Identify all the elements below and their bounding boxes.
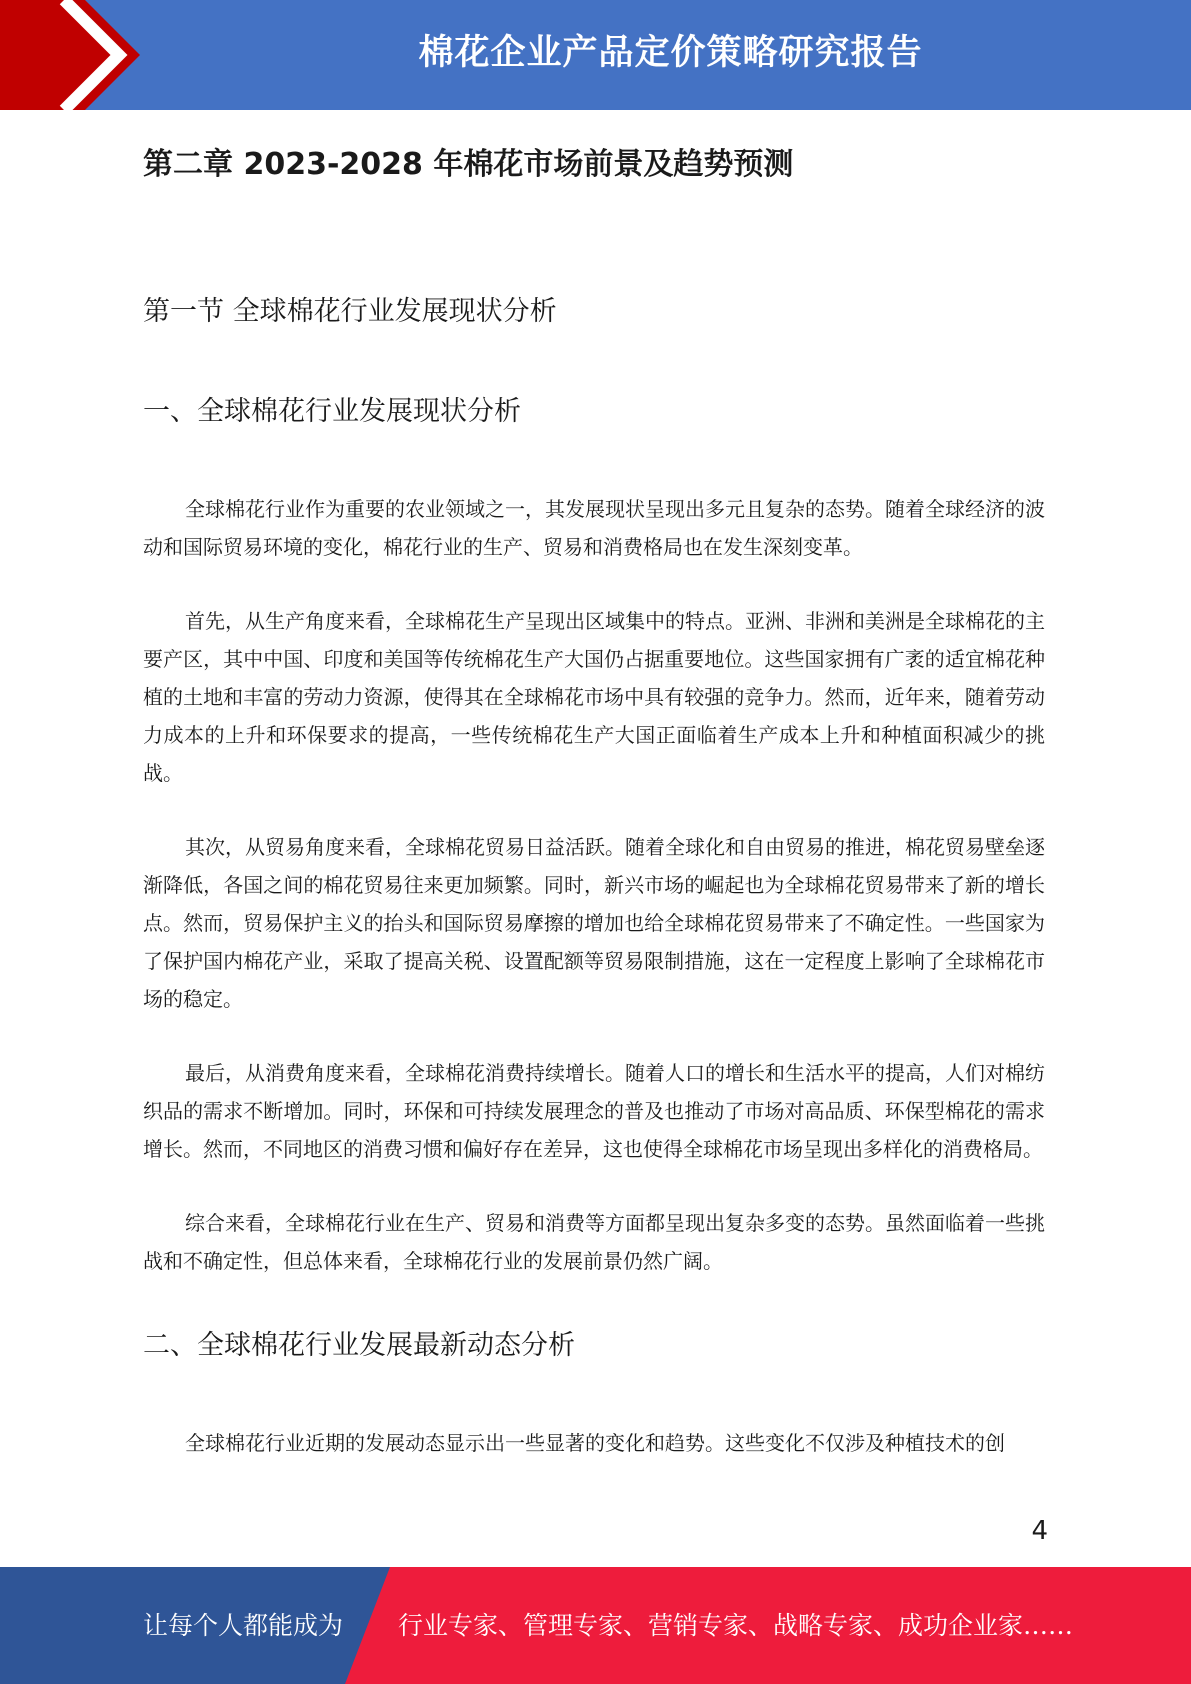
header-banner — [0, 0, 1191, 110]
report-title: 棉花企业产品定价策略研究报告 — [418, 33, 923, 73]
paragraph: 最后，从消费角度来看，全球棉花消费持续增长。随着人口的增长和生活水平的提高，人们对棉纺织品的需求不断增加。同时，环保和可持续发展理念的普及也推动了市场对高品质、环保型棉花的需求增长。然而，不同地区的消费习惯和偏好存在差异，这也使得全球棉花市场呈现出多样化的消费格局。 — [143, 1061, 1045, 1161]
paragraph: 全球棉花行业近期的发展动态显示出一些显著的变化和趋势。这些变化不仅涉及种植技术的创 — [185, 1431, 1005, 1455]
footer-banner — [0, 1567, 1191, 1684]
footer-slogan-right: 行业专家、管理专家、营销专家、战略专家、成功企业家…… — [398, 1611, 1074, 1640]
chapter-title: 第二章 2023-2028 年棉花市场前景及趋势预测 — [143, 147, 794, 182]
subsection-title-1: 一、全球棉花行业发展现状分析 — [143, 396, 521, 427]
page-number: 4 — [1031, 1516, 1048, 1546]
header-arrow-decoration — [0, 0, 150, 110]
footer-slogan-left: 让每个人都能成为 — [143, 1611, 344, 1640]
subsection-title-2: 二、全球棉花行业发展最新动态分析 — [143, 1330, 575, 1361]
paragraph: 首先，从生产角度来看，全球棉花生产呈现出区域集中的特点。亚洲、非洲和美洲是全球棉花的主要产区，其中中国、印度和美国等传统棉花生产大国仍占据重要地位。这些国家拥有广袤的适宜棉花种植的土地和丰富的劳动力资源，使得其在全球棉花市场中具有较强的竞争力。然而，近年来，随着劳动力成本的上升和环保要求的提高，一些传统棉花生产大国正面临着生产成本上升和种植面积减少的挑战。 — [143, 609, 1045, 785]
paragraph: 其次，从贸易角度来看，全球棉花贸易日益活跃。随着全球化和自由贸易的推进，棉花贸易壁垒逐渐降低，各国之间的棉花贸易往来更加频繁。同时，新兴市场的崛起也为全球棉花贸易带来了新的增长点。然而，贸易保护主义的抬头和国际贸易摩擦的增加也给全球棉花贸易带来了不确定性。一些国家为了保护国内棉花产业，采取了提高关税、设置配额等贸易限制措施，这在一定程度上影响了全球棉花市场的稳定。 — [143, 835, 1045, 1011]
paragraph: 综合来看，全球棉花行业在生产、贸易和消费等方面都呈现出复杂多变的态势。虽然面临着一些挑战和不确定性，但总体来看，全球棉花行业的发展前景仍然广阔。 — [143, 1211, 1045, 1273]
paragraph: 全球棉花行业作为重要的农业领域之一，其发展现状呈现出多元且复杂的态势。随着全球经济的波动和国际贸易环境的变化，棉花行业的生产、贸易和消费格局也在发生深刻变革。 — [143, 497, 1045, 559]
section-title: 第一节 全球棉花行业发展现状分析 — [143, 296, 557, 327]
page-content — [143, 130, 1045, 1462]
